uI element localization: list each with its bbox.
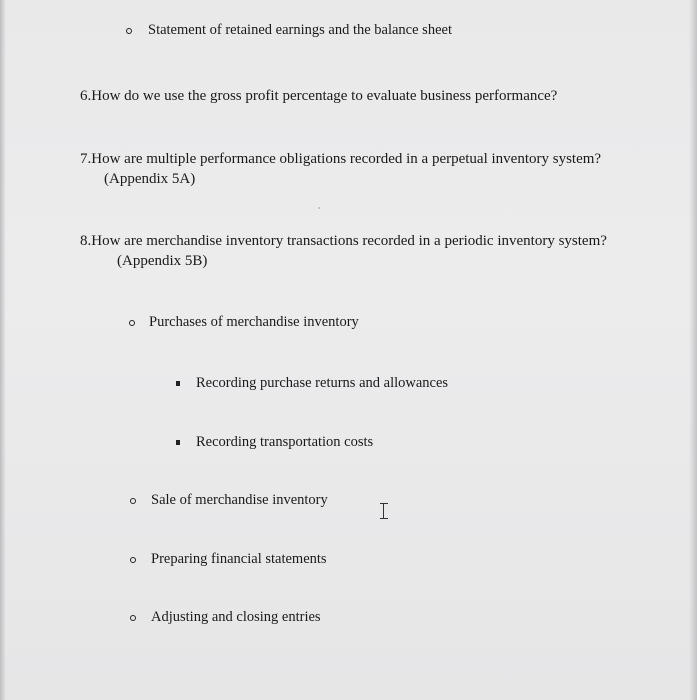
bullet-transportation-costs: Recording transportation costs xyxy=(196,434,374,450)
question-7: 7.How are multiple performance obligations recorded in a perpetual inventory system? xyxy=(80,151,602,167)
question-7-appendix: (Appendix 5A) xyxy=(104,171,196,187)
hollow-bullet-icon xyxy=(130,498,136,504)
hollow-bullet-icon xyxy=(129,320,135,326)
bullet-sale-of-inventory: Sale of merchandise inventory xyxy=(151,492,328,508)
bullet-retained-earnings: Statement of retained earnings and the balance sheet xyxy=(148,22,452,38)
text-cursor-icon xyxy=(379,503,389,519)
hollow-bullet-icon xyxy=(130,557,136,563)
hollow-bullet-icon xyxy=(126,28,132,34)
question-6: 6.How do we use the gross profit percentage to evaluate business performance? xyxy=(80,88,558,104)
hollow-bullet-icon xyxy=(130,615,136,621)
bullet-purchases: Purchases of merchandise inventory xyxy=(149,314,359,330)
bullet-financial-statements: Preparing financial statements xyxy=(151,551,327,567)
page-edge-shadow-left xyxy=(0,0,6,700)
question-8-appendix: (Appendix 5B) xyxy=(117,253,208,269)
question-8: 8.How are merchandise inventory transactions recorded in a periodic inventory system? xyxy=(80,233,607,249)
square-bullet-icon xyxy=(176,440,180,445)
page-edge-shadow-right xyxy=(689,0,697,700)
square-bullet-icon xyxy=(176,381,180,386)
bullet-adjusting-closing: Adjusting and closing entries xyxy=(151,609,321,625)
bullet-purchase-returns: Recording purchase returns and allowances xyxy=(196,375,449,391)
paper-speck xyxy=(318,207,320,209)
